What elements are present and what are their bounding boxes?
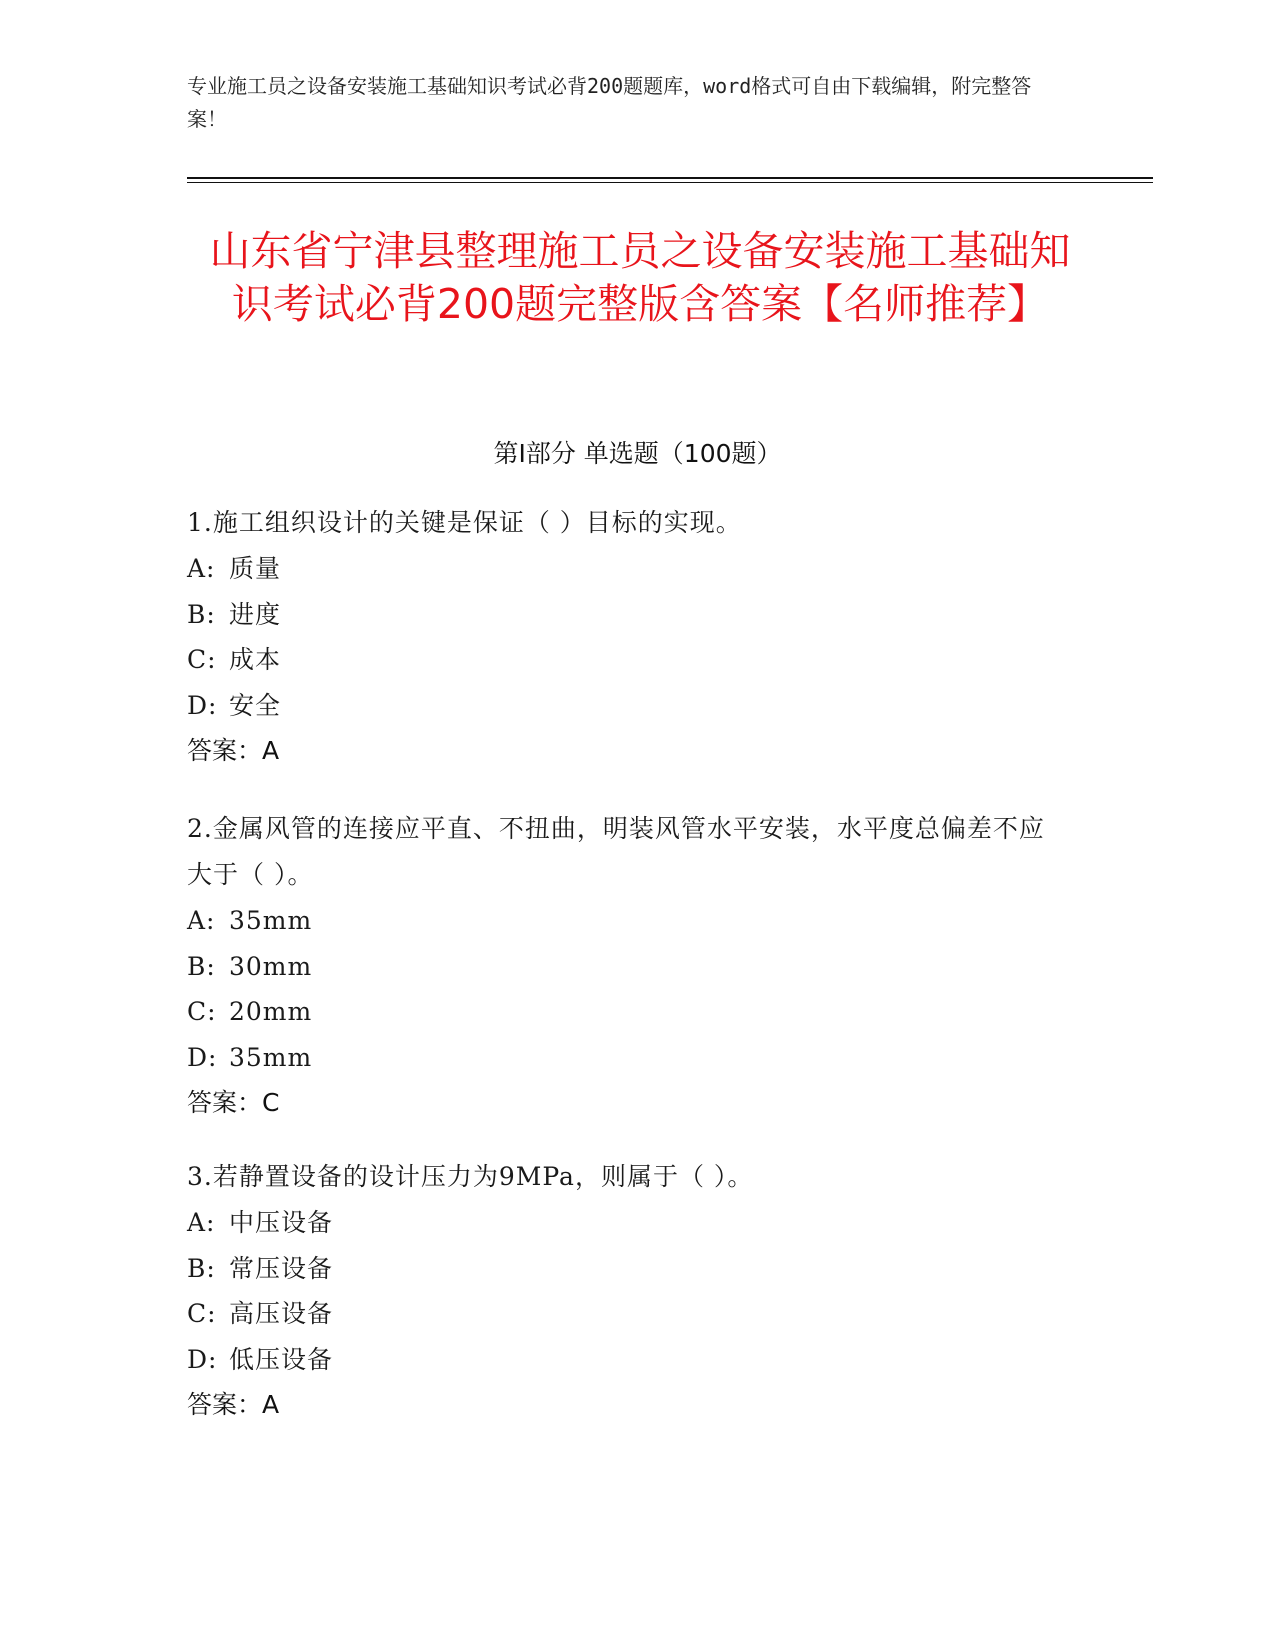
question-stem: 1.施工组织设计的关键是保证（ ）目标的实现。 [187,508,742,537]
question-3 [187,1154,1067,1428]
option-text: 安全 [229,690,282,720]
option-text: 35mm [229,906,313,935]
option-text: 低压设备 [229,1344,334,1374]
option-letter: A: [187,906,216,935]
option-letter: D: [187,690,218,720]
option-text: 中压设备 [229,1208,334,1237]
option-b [187,944,1067,990]
option-c [187,989,1067,1035]
option-d [187,1035,1067,1081]
option-text: 进度 [229,599,282,629]
question-2 [187,806,1067,1126]
option-letter: C: [187,645,217,674]
option-text: 质量 [229,554,282,583]
question-stem: 3.若静置设备的设计压力为9MPa，则属于（ ）。 [187,1162,754,1191]
option-c [187,1291,1067,1337]
header-divider-thick [187,177,1153,179]
option-a [187,546,1067,592]
option-letter: C: [187,997,217,1026]
option-letter: B: [187,599,216,629]
option-b [187,592,1067,638]
answer: 答案：A [187,736,280,765]
header-note: 专业施工员之设备安装施工基础知识考试必背200题题库，word格式可自由下载编辑，附完整答案！ [187,74,1032,131]
header-divider-thin [187,182,1153,183]
question-stem: 2.金属风管的连接应平直、不扭曲，明装风管水平安装，水平度总偏差不应大于（ ）。 [187,814,1045,889]
option-d [187,1337,1067,1383]
option-b [187,1246,1067,1292]
option-letter: B: [187,1253,216,1283]
section-heading: 第Ⅰ部分 单选题（100题） [493,439,782,468]
option-letter: B: [187,951,216,981]
option-text: 30mm [229,951,313,981]
option-text: 常压设备 [229,1253,334,1283]
question-1 [187,500,1067,774]
option-text: 高压设备 [229,1299,334,1328]
option-c [187,637,1067,683]
answer: 答案：A [187,1390,280,1419]
option-text: 35mm [229,1042,313,1072]
option-letter: C: [187,1299,217,1328]
option-letter: A: [187,554,216,583]
answer: 答案：C [187,1088,280,1117]
option-letter: D: [187,1344,218,1374]
option-a [187,898,1067,944]
option-d [187,683,1067,729]
document-title: 山东省宁津县整理施工员之设备安装施工基础知识考试必背200题完整版含答案【名师推荐】 [209,227,1071,328]
option-text: 成本 [229,645,282,674]
option-letter: A: [187,1208,216,1237]
option-a [187,1200,1067,1246]
option-letter: D: [187,1042,218,1072]
option-text: 20mm [229,997,313,1026]
